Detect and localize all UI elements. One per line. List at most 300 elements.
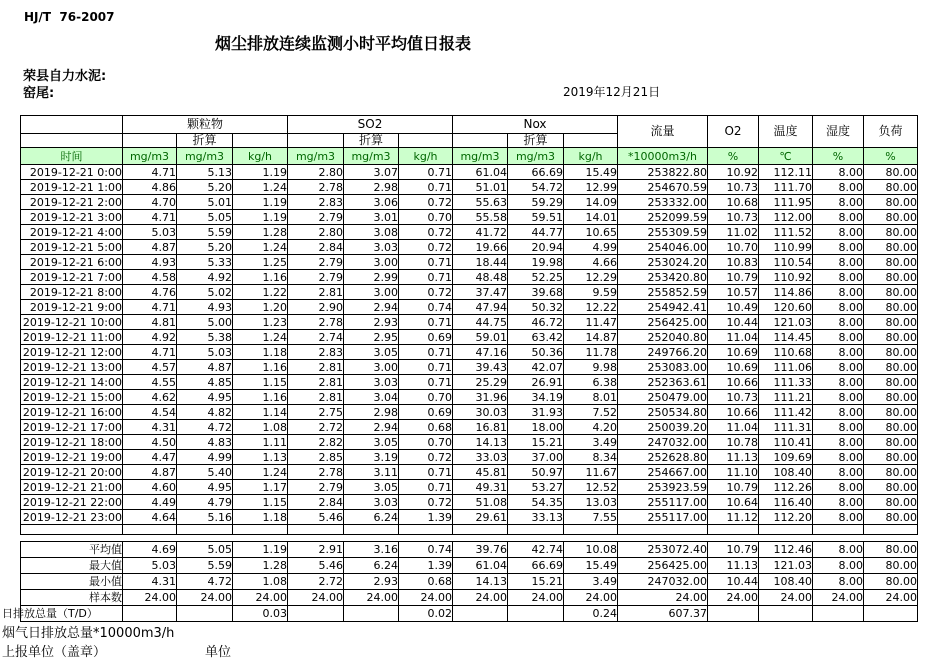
value-cell: 114.86 bbox=[759, 285, 813, 300]
value-cell: 1.16 bbox=[233, 270, 288, 285]
blank-cell bbox=[813, 525, 864, 535]
blank-cell bbox=[288, 525, 344, 535]
unit-cell: ℃ bbox=[759, 148, 813, 165]
value-cell: 0.71 bbox=[399, 270, 453, 285]
summary-row-max bbox=[21, 558, 918, 574]
value-cell: 4.54 bbox=[123, 405, 177, 420]
summary-row-count bbox=[21, 590, 918, 606]
value-cell: 0.74 bbox=[399, 300, 453, 315]
value-cell: 1.20 bbox=[233, 300, 288, 315]
value-cell: 80.00 bbox=[864, 420, 918, 435]
value-cell: 24.00 bbox=[344, 590, 399, 606]
blank-cell bbox=[21, 525, 123, 535]
value-cell: 11.78 bbox=[564, 345, 618, 360]
value-cell: 0.72 bbox=[399, 240, 453, 255]
value-cell: 1.15 bbox=[233, 375, 288, 390]
value-cell: 80.00 bbox=[864, 480, 918, 495]
value-cell: 80.00 bbox=[864, 270, 918, 285]
value-cell: 0.24 bbox=[564, 606, 618, 622]
value-cell: 10.49 bbox=[708, 300, 759, 315]
summary-label-text: 日排放总量（T/D） bbox=[2, 607, 98, 620]
report-date: 2019年12月21日 bbox=[563, 85, 661, 99]
value-cell: 0.72 bbox=[399, 285, 453, 300]
blank-cell bbox=[21, 116, 123, 134]
blank-cell bbox=[233, 134, 288, 148]
value-cell: 10.78 bbox=[708, 435, 759, 450]
value-cell: 8.34 bbox=[564, 450, 618, 465]
value-cell: 4.92 bbox=[177, 270, 233, 285]
blank-cell bbox=[708, 525, 759, 535]
value-cell: 1.19 bbox=[233, 165, 288, 180]
value-cell: 12.29 bbox=[564, 270, 618, 285]
unit-cell: kg/h bbox=[233, 148, 288, 165]
value-cell bbox=[508, 606, 564, 622]
value-cell: 1.11 bbox=[233, 435, 288, 450]
value-cell bbox=[864, 606, 918, 622]
blank-cell bbox=[453, 134, 508, 148]
value-cell: 4.99 bbox=[177, 450, 233, 465]
value-cell: 1.24 bbox=[233, 240, 288, 255]
value-cell: 24.00 bbox=[864, 590, 918, 606]
value-cell: 80.00 bbox=[864, 240, 918, 255]
spacer-cell bbox=[123, 535, 177, 542]
value-cell: 254046.00 bbox=[618, 240, 708, 255]
spacer-cell bbox=[759, 535, 813, 542]
value-cell: 2.72 bbox=[288, 420, 344, 435]
value-cell: 2.81 bbox=[288, 285, 344, 300]
value-cell: 254942.41 bbox=[618, 300, 708, 315]
value-cell: 31.96 bbox=[453, 390, 508, 405]
value-cell: 5.05 bbox=[177, 210, 233, 225]
value-cell: 66.69 bbox=[508, 558, 564, 574]
spacer-cell bbox=[564, 535, 618, 542]
value-cell: 11.04 bbox=[708, 420, 759, 435]
value-cell: 253072.40 bbox=[618, 542, 708, 558]
value-cell bbox=[708, 606, 759, 622]
value-cell: 19.98 bbox=[508, 255, 564, 270]
value-cell: 80.00 bbox=[864, 510, 918, 525]
value-cell: 2.83 bbox=[288, 345, 344, 360]
value-cell: 20.94 bbox=[508, 240, 564, 255]
value-cell: 4.95 bbox=[177, 480, 233, 495]
value-cell: 15.49 bbox=[564, 165, 618, 180]
value-cell: 4.81 bbox=[123, 315, 177, 330]
time-cell: 2019-12-21 22:00 bbox=[21, 495, 123, 510]
time-cell: 2019-12-21 3:00 bbox=[21, 210, 123, 225]
value-cell: 51.08 bbox=[453, 495, 508, 510]
unit-cell: mg/m3 bbox=[453, 148, 508, 165]
value-cell: 0.72 bbox=[399, 195, 453, 210]
value-cell: 33.03 bbox=[453, 450, 508, 465]
value-cell: 8.00 bbox=[813, 405, 864, 420]
value-cell: 2.84 bbox=[288, 240, 344, 255]
value-cell: 4.50 bbox=[123, 435, 177, 450]
table-row bbox=[21, 345, 918, 360]
value-cell: 2.83 bbox=[288, 195, 344, 210]
converted-label: 折算 bbox=[344, 134, 399, 148]
value-cell: 0.68 bbox=[399, 574, 453, 590]
value-cell: 2.80 bbox=[288, 225, 344, 240]
value-cell: 111.06 bbox=[759, 360, 813, 375]
value-cell: 53.27 bbox=[508, 480, 564, 495]
blank-cell bbox=[399, 525, 453, 535]
value-cell: 24.00 bbox=[288, 590, 344, 606]
unit-cell: % bbox=[864, 148, 918, 165]
summary-label bbox=[2, 606, 123, 622]
value-cell: 5.02 bbox=[177, 285, 233, 300]
value-cell: 51.01 bbox=[453, 180, 508, 195]
time-cell: 2019-12-21 17:00 bbox=[21, 420, 123, 435]
value-cell: 24.00 bbox=[508, 590, 564, 606]
value-cell: 80.00 bbox=[864, 558, 918, 574]
spacer-cell bbox=[708, 535, 759, 542]
value-cell: 2.78 bbox=[288, 315, 344, 330]
blank-cell bbox=[399, 134, 453, 148]
value-cell: 8.00 bbox=[813, 165, 864, 180]
value-cell: 0.71 bbox=[399, 375, 453, 390]
table-row bbox=[21, 405, 918, 420]
value-cell: 0.68 bbox=[399, 420, 453, 435]
value-cell: 4.57 bbox=[123, 360, 177, 375]
value-cell: 11.10 bbox=[708, 465, 759, 480]
table-row bbox=[21, 465, 918, 480]
value-cell: 2.93 bbox=[344, 315, 399, 330]
value-cell: 247032.00 bbox=[618, 435, 708, 450]
value-cell: 3.07 bbox=[344, 165, 399, 180]
value-cell: 4.72 bbox=[177, 420, 233, 435]
value-cell: 4.58 bbox=[123, 270, 177, 285]
value-cell: 255117.00 bbox=[618, 495, 708, 510]
time-cell: 2019-12-21 2:00 bbox=[21, 195, 123, 210]
value-cell: 0.71 bbox=[399, 345, 453, 360]
value-cell: 5.05 bbox=[177, 542, 233, 558]
value-cell: 5.03 bbox=[123, 225, 177, 240]
value-cell: 24.00 bbox=[813, 590, 864, 606]
value-cell: 253420.80 bbox=[618, 270, 708, 285]
blank-cell bbox=[123, 134, 177, 148]
value-cell: 254670.59 bbox=[618, 180, 708, 195]
value-cell: 4.99 bbox=[564, 240, 618, 255]
value-cell: 14.01 bbox=[564, 210, 618, 225]
blank-cell bbox=[508, 525, 564, 535]
value-cell: 8.00 bbox=[813, 195, 864, 210]
value-cell: 80.00 bbox=[864, 450, 918, 465]
value-cell: 25.29 bbox=[453, 375, 508, 390]
value-cell: 4.92 bbox=[123, 330, 177, 345]
value-cell: 80.00 bbox=[864, 345, 918, 360]
time-cell: 2019-12-21 1:00 bbox=[21, 180, 123, 195]
value-cell: 8.00 bbox=[813, 210, 864, 225]
summary-row-min bbox=[21, 574, 918, 590]
value-cell: 4.66 bbox=[564, 255, 618, 270]
value-cell: 4.60 bbox=[123, 480, 177, 495]
value-cell: 46.72 bbox=[508, 315, 564, 330]
value-cell: 11.02 bbox=[708, 225, 759, 240]
value-cell: 2.79 bbox=[288, 255, 344, 270]
value-cell: 2.78 bbox=[288, 180, 344, 195]
value-cell: 112.11 bbox=[759, 165, 813, 180]
value-cell: 1.16 bbox=[233, 360, 288, 375]
value-cell: 0.72 bbox=[399, 495, 453, 510]
table-row bbox=[21, 300, 918, 315]
value-cell: 3.06 bbox=[344, 195, 399, 210]
value-cell: 10.57 bbox=[708, 285, 759, 300]
value-cell: 8.00 bbox=[813, 240, 864, 255]
value-cell: 10.64 bbox=[708, 495, 759, 510]
value-cell: 250479.00 bbox=[618, 390, 708, 405]
value-cell: 4.79 bbox=[177, 495, 233, 510]
value-cell: 5.03 bbox=[177, 345, 233, 360]
unit-cell: mg/m3 bbox=[508, 148, 564, 165]
value-cell: 47.94 bbox=[453, 300, 508, 315]
table-row bbox=[21, 390, 918, 405]
value-cell: 2.79 bbox=[288, 270, 344, 285]
value-cell: 18.44 bbox=[453, 255, 508, 270]
value-cell: 8.00 bbox=[813, 300, 864, 315]
summary-label: 样本数 bbox=[21, 590, 123, 606]
time-cell: 2019-12-21 5:00 bbox=[21, 240, 123, 255]
value-cell: 8.00 bbox=[813, 435, 864, 450]
spacer-cell bbox=[288, 535, 344, 542]
unit-cell: mg/m3 bbox=[123, 148, 177, 165]
standard-code: HJ/T 76-2007 bbox=[24, 10, 115, 24]
value-cell: 59.29 bbox=[508, 195, 564, 210]
col-load: 负荷 bbox=[864, 116, 918, 148]
value-cell: 0.71 bbox=[399, 360, 453, 375]
blank-cell bbox=[288, 134, 344, 148]
value-cell: 15.21 bbox=[508, 574, 564, 590]
value-cell: 1.18 bbox=[233, 510, 288, 525]
value-cell: 4.87 bbox=[177, 360, 233, 375]
value-cell: 4.85 bbox=[177, 375, 233, 390]
value-cell: 8.01 bbox=[564, 390, 618, 405]
spacer-cell bbox=[864, 535, 918, 542]
value-cell: 5.03 bbox=[123, 558, 177, 574]
value-cell: 61.04 bbox=[453, 558, 508, 574]
value-cell: 10.79 bbox=[708, 542, 759, 558]
table-row bbox=[21, 240, 918, 255]
value-cell: 18.00 bbox=[508, 420, 564, 435]
table-row bbox=[21, 435, 918, 450]
value-cell: 252628.80 bbox=[618, 450, 708, 465]
value-cell: 9.98 bbox=[564, 360, 618, 375]
time-cell: 2019-12-21 11:00 bbox=[21, 330, 123, 345]
value-cell: 2.99 bbox=[344, 270, 399, 285]
value-cell: 5.16 bbox=[177, 510, 233, 525]
value-cell: 24.00 bbox=[233, 590, 288, 606]
blank-cell bbox=[564, 134, 618, 148]
value-cell: 0.70 bbox=[399, 210, 453, 225]
value-cell: 4.71 bbox=[123, 345, 177, 360]
value-cell: 0.72 bbox=[399, 450, 453, 465]
value-cell: 15.49 bbox=[564, 558, 618, 574]
value-cell: 4.93 bbox=[123, 255, 177, 270]
time-header: 时间 bbox=[21, 148, 123, 165]
value-cell: 80.00 bbox=[864, 390, 918, 405]
value-cell: 80.00 bbox=[864, 195, 918, 210]
value-cell: 9.59 bbox=[564, 285, 618, 300]
value-cell: 47.16 bbox=[453, 345, 508, 360]
value-cell: 12.22 bbox=[564, 300, 618, 315]
value-cell: 24.00 bbox=[123, 590, 177, 606]
value-cell: 5.46 bbox=[288, 558, 344, 574]
value-cell: 30.03 bbox=[453, 405, 508, 420]
value-cell: 61.04 bbox=[453, 165, 508, 180]
time-cell: 2019-12-21 12:00 bbox=[21, 345, 123, 360]
value-cell: 4.71 bbox=[123, 210, 177, 225]
value-cell: 8.00 bbox=[813, 225, 864, 240]
time-cell: 2019-12-21 7:00 bbox=[21, 270, 123, 285]
value-cell: 24.00 bbox=[399, 590, 453, 606]
value-cell: 15.21 bbox=[508, 435, 564, 450]
value-cell: 3.00 bbox=[344, 285, 399, 300]
value-cell: 5.59 bbox=[177, 225, 233, 240]
value-cell: 45.81 bbox=[453, 465, 508, 480]
value-cell: 11.13 bbox=[708, 558, 759, 574]
time-cell: 2019-12-21 23:00 bbox=[21, 510, 123, 525]
value-cell: 3.04 bbox=[344, 390, 399, 405]
value-cell: 112.20 bbox=[759, 510, 813, 525]
value-cell: 1.24 bbox=[233, 465, 288, 480]
value-cell: 252040.80 bbox=[618, 330, 708, 345]
value-cell: 80.00 bbox=[864, 165, 918, 180]
value-cell: 3.16 bbox=[344, 542, 399, 558]
value-cell: 3.19 bbox=[344, 450, 399, 465]
value-cell: 4.70 bbox=[123, 195, 177, 210]
value-cell: 8.00 bbox=[813, 558, 864, 574]
blank-cell bbox=[759, 525, 813, 535]
value-cell: 8.00 bbox=[813, 345, 864, 360]
col-group-nox: Nox bbox=[453, 116, 618, 134]
value-cell: 252363.61 bbox=[618, 375, 708, 390]
value-cell: 4.87 bbox=[123, 240, 177, 255]
value-cell: 249766.20 bbox=[618, 345, 708, 360]
value-cell: 253332.00 bbox=[618, 195, 708, 210]
value-cell: 80.00 bbox=[864, 542, 918, 558]
value-cell: 3.00 bbox=[344, 255, 399, 270]
value-cell: 31.93 bbox=[508, 405, 564, 420]
value-cell: 80.00 bbox=[864, 315, 918, 330]
value-cell: 4.31 bbox=[123, 574, 177, 590]
table-row bbox=[21, 330, 918, 345]
value-cell: 607.37 bbox=[618, 606, 708, 622]
value-cell: 120.60 bbox=[759, 300, 813, 315]
unit-cell: mg/m3 bbox=[177, 148, 233, 165]
value-cell: 3.05 bbox=[344, 345, 399, 360]
value-cell: 37.47 bbox=[453, 285, 508, 300]
header-row-groups bbox=[21, 116, 918, 134]
value-cell: 4.71 bbox=[123, 165, 177, 180]
value-cell: 6.38 bbox=[564, 375, 618, 390]
value-cell bbox=[759, 606, 813, 622]
table-row bbox=[21, 285, 918, 300]
value-cell: 255117.00 bbox=[618, 510, 708, 525]
value-cell: 5.01 bbox=[177, 195, 233, 210]
value-cell: 1.23 bbox=[233, 315, 288, 330]
value-cell: 3.03 bbox=[344, 375, 399, 390]
table-row bbox=[21, 420, 918, 435]
value-cell: 80.00 bbox=[864, 360, 918, 375]
value-cell: 1.22 bbox=[233, 285, 288, 300]
value-cell: 13.03 bbox=[564, 495, 618, 510]
value-cell: 2.79 bbox=[288, 210, 344, 225]
value-cell: 256425.00 bbox=[618, 315, 708, 330]
value-cell: 14.13 bbox=[453, 435, 508, 450]
value-cell: 6.24 bbox=[344, 510, 399, 525]
value-cell: 10.69 bbox=[708, 345, 759, 360]
value-cell: 50.36 bbox=[508, 345, 564, 360]
blank-cell bbox=[233, 525, 288, 535]
converted-label: 折算 bbox=[508, 134, 564, 148]
value-cell: 12.99 bbox=[564, 180, 618, 195]
value-cell: 5.38 bbox=[177, 330, 233, 345]
value-cell: 7.52 bbox=[564, 405, 618, 420]
value-cell: 7.55 bbox=[564, 510, 618, 525]
value-cell: 12.52 bbox=[564, 480, 618, 495]
value-cell: 2.82 bbox=[288, 435, 344, 450]
value-cell: 59.01 bbox=[453, 330, 508, 345]
value-cell: 1.15 bbox=[233, 495, 288, 510]
value-cell: 10.73 bbox=[708, 210, 759, 225]
col-o2: O2 bbox=[708, 116, 759, 148]
empty-row bbox=[21, 525, 918, 535]
value-cell bbox=[344, 606, 399, 622]
value-cell: 8.00 bbox=[813, 330, 864, 345]
value-cell: 33.13 bbox=[508, 510, 564, 525]
value-cell: 110.99 bbox=[759, 240, 813, 255]
value-cell: 1.28 bbox=[233, 225, 288, 240]
value-cell: 55.63 bbox=[453, 195, 508, 210]
col-flow: 流量 bbox=[618, 116, 708, 148]
unit-cell: % bbox=[708, 148, 759, 165]
value-cell: 2.74 bbox=[288, 330, 344, 345]
value-cell: 2.93 bbox=[344, 574, 399, 590]
table-row bbox=[21, 210, 918, 225]
value-cell: 0.71 bbox=[399, 315, 453, 330]
value-cell: 111.33 bbox=[759, 375, 813, 390]
value-cell: 11.04 bbox=[708, 330, 759, 345]
spacer-cell bbox=[177, 535, 233, 542]
spacer-row bbox=[21, 535, 918, 542]
value-cell: 2.81 bbox=[288, 390, 344, 405]
value-cell: 256425.00 bbox=[618, 558, 708, 574]
value-cell: 1.39 bbox=[399, 510, 453, 525]
value-cell: 80.00 bbox=[864, 255, 918, 270]
value-cell: 5.20 bbox=[177, 180, 233, 195]
col-humidity: 湿度 bbox=[813, 116, 864, 148]
blank-cell bbox=[21, 134, 123, 148]
spacer-cell bbox=[233, 535, 288, 542]
value-cell: 24.00 bbox=[453, 590, 508, 606]
table-row bbox=[21, 270, 918, 285]
value-cell: 8.00 bbox=[813, 495, 864, 510]
report-unit-label: 上报单位（盖章） bbox=[2, 645, 107, 660]
value-cell: 5.13 bbox=[177, 165, 233, 180]
value-cell: 24.00 bbox=[564, 590, 618, 606]
value-cell: 253083.00 bbox=[618, 360, 708, 375]
value-cell: 4.87 bbox=[123, 465, 177, 480]
value-cell: 112.46 bbox=[759, 542, 813, 558]
value-cell: 4.72 bbox=[177, 574, 233, 590]
value-cell: 34.19 bbox=[508, 390, 564, 405]
value-cell: 10.66 bbox=[708, 375, 759, 390]
table-row bbox=[21, 180, 918, 195]
value-cell: 2.85 bbox=[288, 450, 344, 465]
value-cell: 4.49 bbox=[123, 495, 177, 510]
value-cell: 10.68 bbox=[708, 195, 759, 210]
value-cell: 41.72 bbox=[453, 225, 508, 240]
value-cell: 26.91 bbox=[508, 375, 564, 390]
